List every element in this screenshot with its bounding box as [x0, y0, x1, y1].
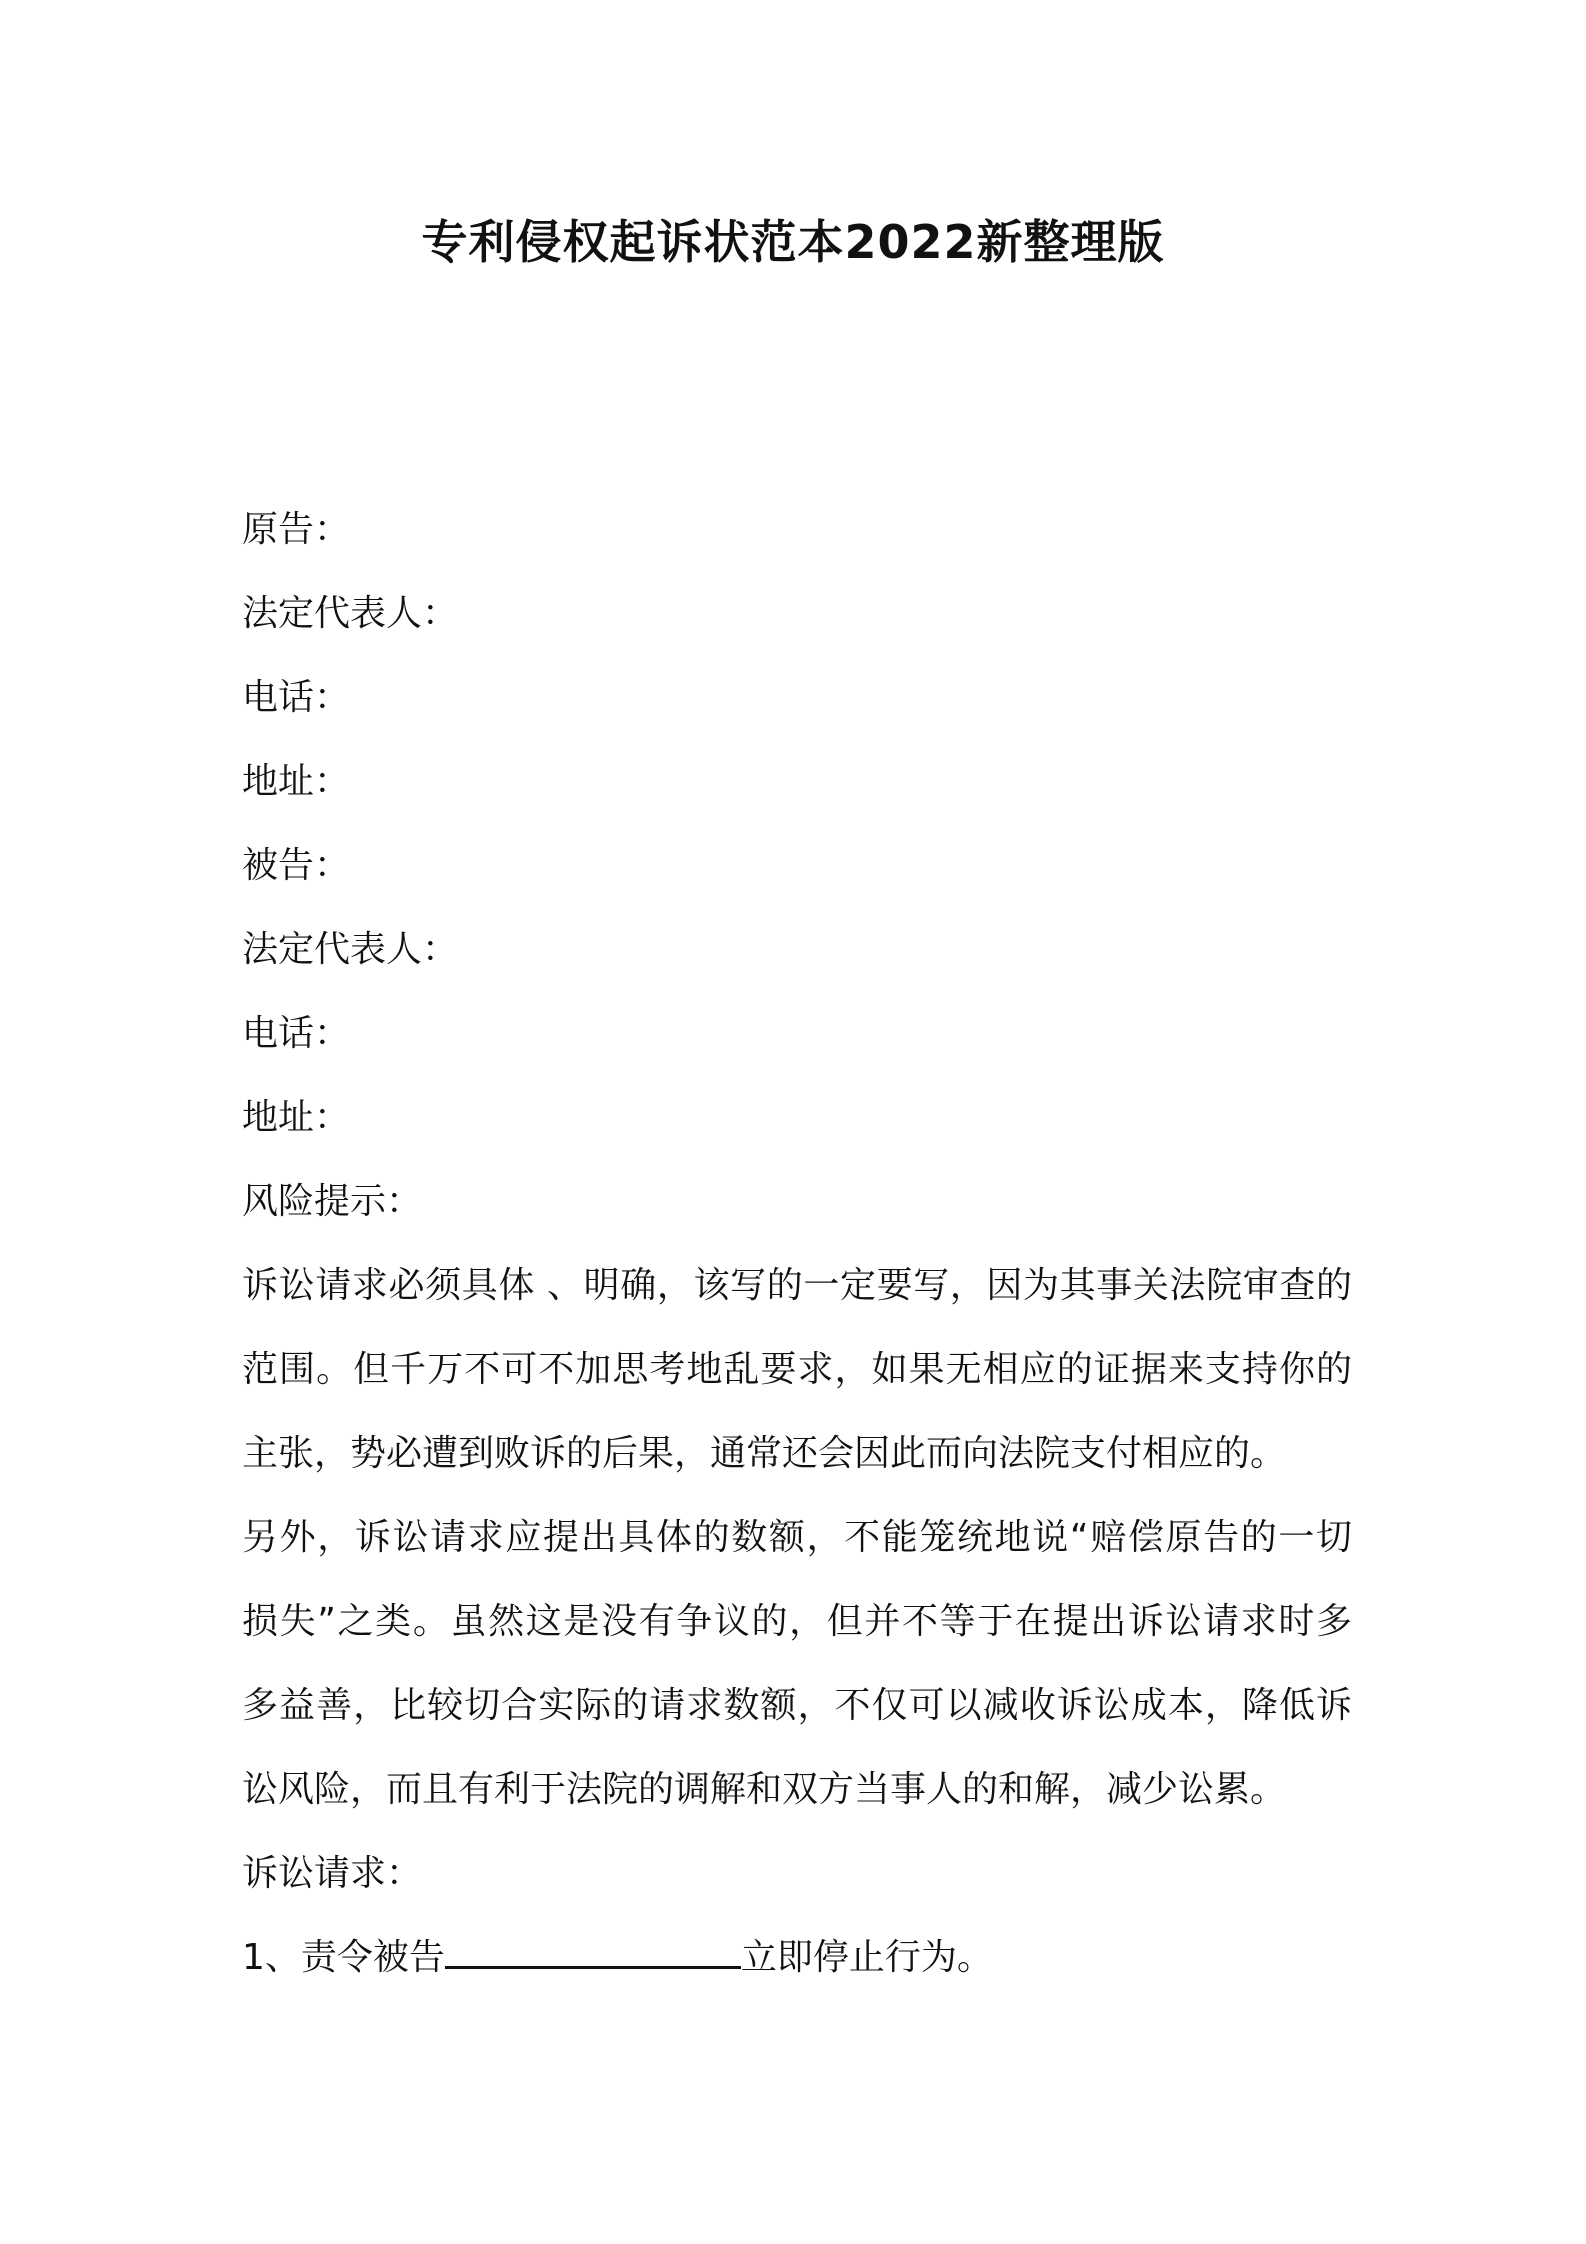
plaintiff-address-label: 地址： — [242, 761, 351, 802]
plaintiff-label: 原告： — [242, 509, 351, 550]
risk-heading: 风险提示： — [242, 1181, 423, 1222]
risk-line: 损失”之类。虽然这是没有争议的，但并不等于在提出诉讼请求时多 — [242, 1601, 1352, 1642]
risk-line: 多益善，比较切合实际的请求数额，不仅可以减收诉讼成本，降低诉 — [242, 1685, 1352, 1726]
defendant-address-label: 地址： — [242, 1097, 351, 1138]
claim-item-1 — [242, 1916, 1352, 2000]
claims-heading: 诉讼请求： — [242, 1853, 423, 1894]
claim-1-prefix: 1、责令被告 — [242, 1937, 445, 1978]
defendant-rep-label: 法定代表人： — [242, 929, 459, 970]
claim-1-suffix: 立即停止行为。 — [740, 1937, 993, 1978]
fill-in-blank — [445, 1926, 741, 1969]
risk-line: 诉讼请求必须具体 、明确，该写的一定要写，因为其事关法院审查的 — [242, 1265, 1352, 1306]
risk-line: 另外，诉讼请求应提出具体的数额，不能笼统地说“赔偿原告的一切 — [242, 1517, 1352, 1558]
risk-line: 范围。但千万不可不加思考地乱要求，如果无相应的证据来支持你的 — [242, 1349, 1352, 1390]
plaintiff-phone-label: 电话： — [242, 677, 351, 718]
risk-line: 讼风险，而且有利于法院的调解和双方当事人的和解，减少讼累。 — [242, 1769, 1287, 1810]
plaintiff-rep-label: 法定代表人： — [242, 593, 459, 634]
document-body — [242, 488, 1352, 2000]
document-title: 专利侵权起诉状范本2022新整理版 — [421, 215, 1165, 269]
risk-paragraph — [242, 1244, 1352, 1832]
defendant-label: 被告： — [242, 845, 351, 886]
defendant-phone-label: 电话： — [242, 1013, 351, 1054]
risk-line: 主张，势必遭到败诉的后果，通常还会因此而向法院支付相应的。 — [242, 1433, 1287, 1474]
